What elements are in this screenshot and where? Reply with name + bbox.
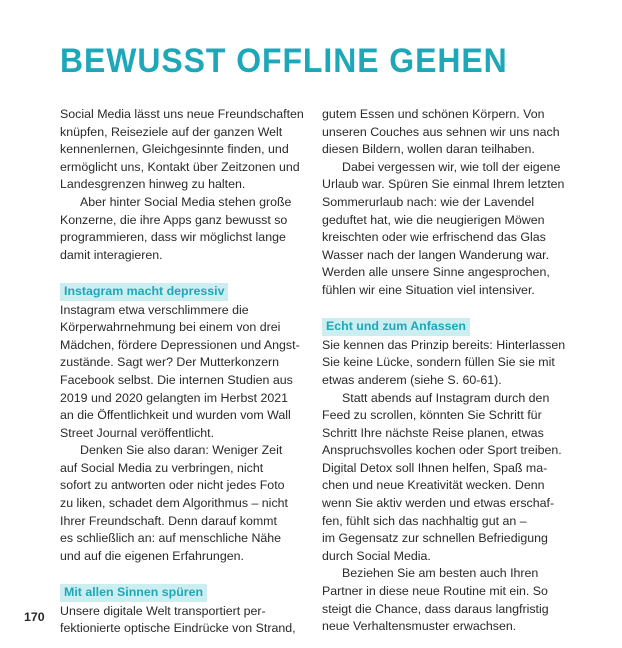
text-line: Sommerurlaub nach: wie der Lavendel [322, 194, 535, 209]
text-line: Wasser nach der langen Wanderung war. [322, 247, 550, 262]
text-line: damit interagieren. [60, 247, 163, 262]
text-line: durch Social Media. [322, 548, 431, 563]
page-number: 170 [24, 610, 45, 624]
text-line: Instagram etwa verschlimmere die [60, 302, 249, 317]
right-column [322, 106, 564, 636]
text-line: Mädchen, fördere Depressionen und Angst- [60, 337, 300, 352]
text-line: Körperwahrnehmung bei einem von drei [60, 320, 281, 335]
text-line: es schließlich an: auf menschliche Nähe [60, 531, 282, 546]
text-line: Ihrer Freundschaft. Denn darauf kommt [60, 513, 277, 528]
text-line: Urlaub war. Spüren Sie einmal Ihrem letzten [322, 177, 565, 192]
text-line: Landesgrenzen hinweg zu halten. [60, 177, 246, 192]
text-line: sofort zu antworten oder nicht jedes Foto [60, 478, 285, 493]
left-column [60, 106, 304, 638]
text-line: fühlen wir eine Situation viel intensiver. [322, 282, 535, 297]
text-line: fektionierte optische Eindrücke von Strand, [60, 621, 296, 636]
spacer [322, 300, 564, 318]
text-line: zustände. Sagt wer? Der Mutterkonzern [60, 355, 280, 370]
senses-paragraph [60, 603, 300, 638]
text-line: Feed zu scrollen, könnten Sie Schritt für [322, 408, 542, 423]
text-line: unseren Couches aus sehnen wir uns nach [322, 124, 560, 139]
text-line: Schritt Ihre nächste Reise planen, etwas [322, 425, 544, 440]
big-tech-paragraph [60, 194, 300, 264]
think-about-paragraph [60, 442, 300, 565]
text-line: kennenlernen, Gleichgesinnte finden, und [60, 142, 289, 157]
section-heading-real: Echt und zum Anfassen [322, 318, 470, 336]
section-heading-senses: Mit allen Sinnen spüren [60, 584, 207, 602]
text-line: Dabei vergessen wir, wie toll der eigene [342, 159, 561, 174]
text-line: diesen Bildern, wollen daran teilhaben. [322, 142, 535, 157]
text-line: an die Öffentlichkeit und wurden vom Wall [60, 408, 291, 423]
text-line: Aber hinter Social Media stehen große [80, 194, 292, 209]
vacation-paragraph [322, 159, 564, 300]
text-line: kreischten oder wie erfrischend das Glas [322, 230, 546, 245]
text-line: Street Journal veröffentlicht. [60, 425, 215, 440]
text-line: Werden alle unsere Sinne angesprochen, [322, 265, 550, 280]
text-line: Social Media lässt uns neue Freundschaften [60, 107, 304, 121]
section-heading-wrap [60, 583, 300, 603]
instagram-paragraph [60, 302, 300, 443]
text-line: steigt die Chance, dass daraus langfristig [322, 601, 549, 616]
text-line: wenn Sie aktiv werden und etwas erschaf- [322, 496, 555, 511]
text-line: chen und neue Kreativität wecken. Denn [322, 478, 545, 493]
partner-paragraph [322, 565, 564, 635]
continued-paragraph [322, 106, 564, 159]
text-line: Anspruchsvolles kochen oder Sport treiben. [322, 443, 562, 458]
text-line: Facebook selbst. Die internen Studien aus [60, 372, 293, 387]
text-line: gutem Essen und schönen Körpern. Von [322, 107, 545, 121]
text-line: ermöglicht uns, Kontakt über Zeitzonen und [60, 159, 300, 174]
text-line: Beziehen Sie am besten auch Ihren [342, 566, 539, 581]
text-line: Konzerne, die ihre Apps ganz bewusst so [60, 212, 288, 227]
section-heading-wrap [60, 282, 300, 302]
instead-paragraph [322, 390, 564, 566]
intro-paragraph [60, 106, 304, 194]
text-line: Unsere digitale Welt transportiert per- [60, 603, 266, 618]
page-title: BEWUSST OFFLINE GEHEN [60, 42, 508, 80]
text-line: Statt abends auf Instagram durch den [342, 390, 550, 405]
text-line: und auf die eigenen Erfahrungen. [60, 548, 244, 563]
spacer [60, 264, 300, 282]
text-line: geduftet hat, wie die neugierigen Möwen [322, 212, 545, 227]
text-line: programmieren, dass wir möglichst lange [60, 230, 286, 245]
text-line: fen, fühlt sich das nachhaltig gut an – [322, 513, 527, 528]
text-line: neue Verhaltensmuster erwachsen. [322, 619, 517, 634]
text-line: im Gegensatz zur schnellen Befriedigung [322, 531, 548, 546]
section-heading-instagram: Instagram macht depressiv [60, 283, 228, 301]
text-line: Digital Detox soll Ihnen helfen, Spaß ma- [322, 460, 548, 475]
text-line: 2019 und 2020 gelangten im Herbst 2021 [60, 390, 289, 405]
text-line: Partner in diese neue Routine mit ein. So [322, 584, 548, 599]
text-line: auf Social Media zu verbringen, nicht [60, 460, 264, 475]
text-line: Denken Sie also daran: Weniger Zeit [80, 443, 283, 458]
principle-paragraph [322, 337, 564, 390]
section-heading-wrap [322, 317, 564, 337]
text-line: Sie keine Lücke, sondern füllen Sie sie mit [322, 355, 555, 370]
text-line: zu liken, schadet dem Algorithmus – nicht [60, 496, 288, 511]
text-line: knüpfen, Reiseziele auf der ganzen Welt [60, 124, 283, 139]
text-line: etwas anderem (siehe S. 60-61). [322, 372, 502, 387]
text-line: Sie kennen das Prinzip bereits: Hinterlassen [322, 337, 566, 352]
spacer [60, 565, 300, 583]
